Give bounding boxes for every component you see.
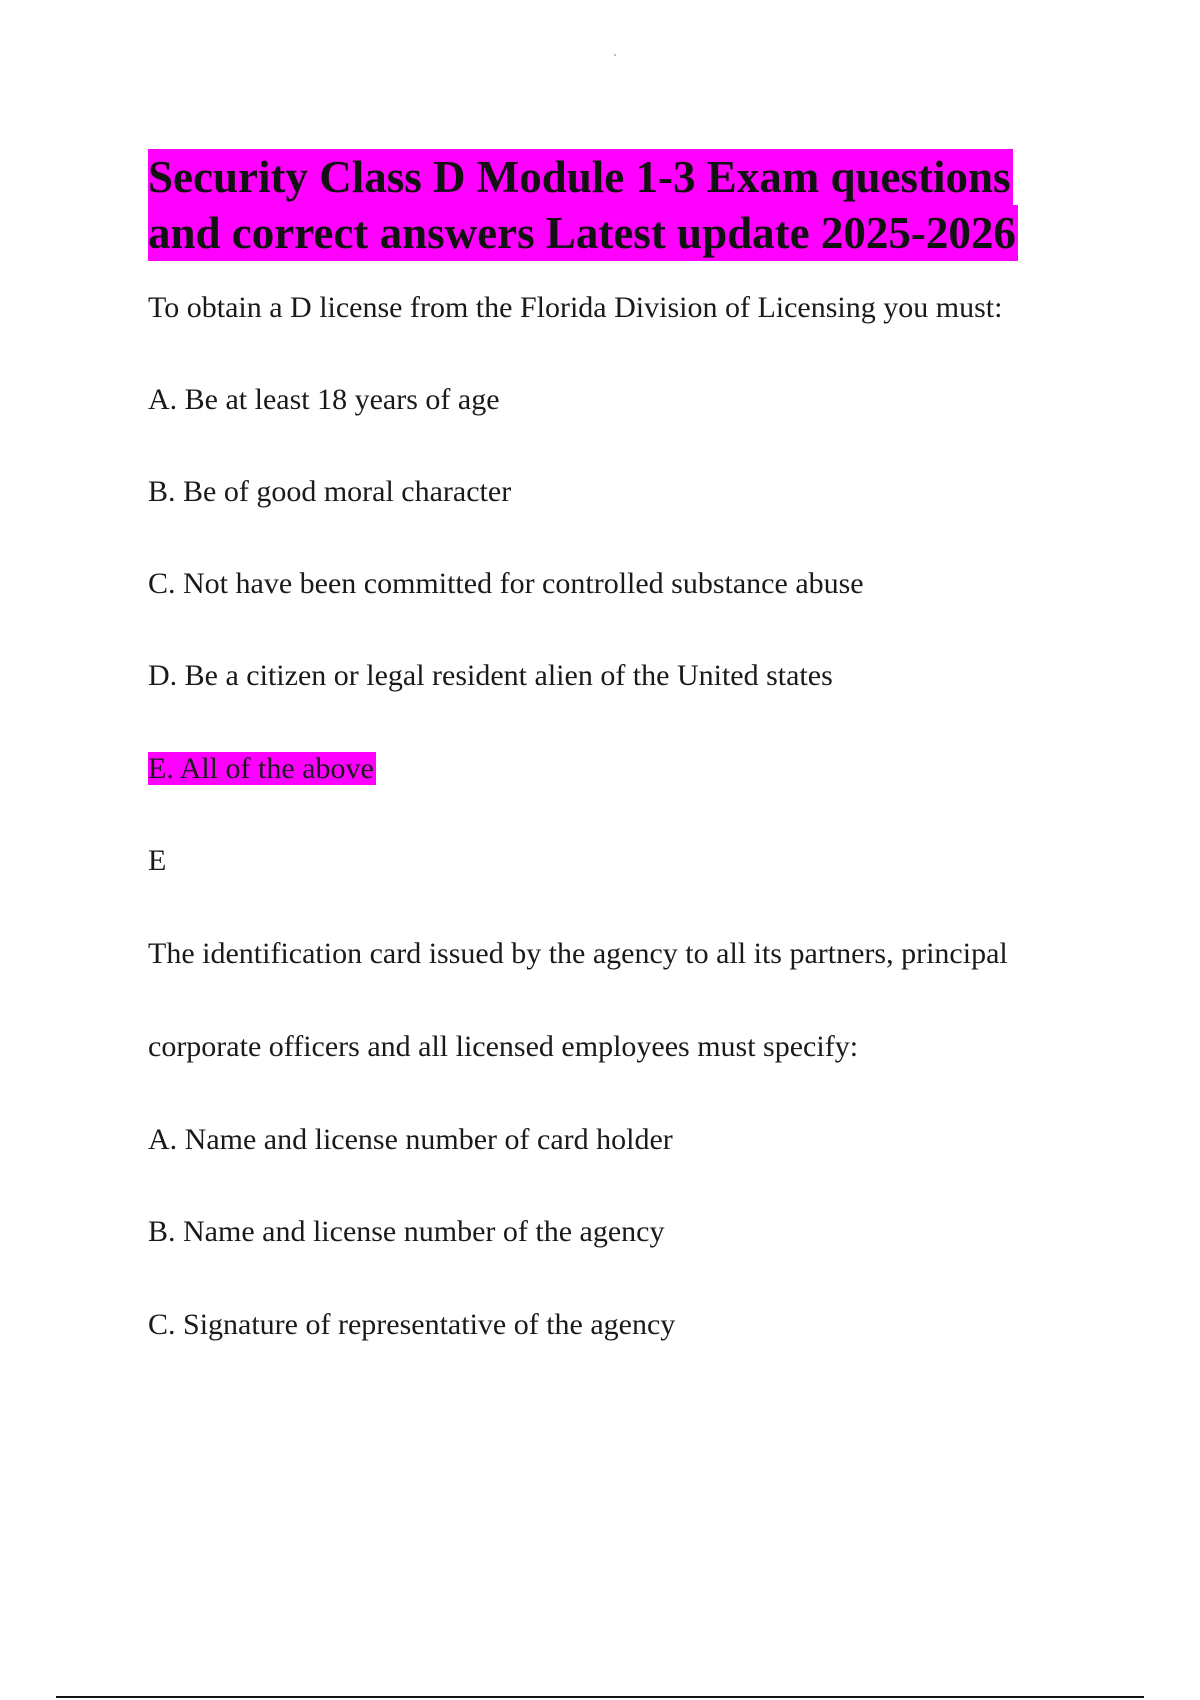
question-1-option-c: C. Not have been committed for controlled substance abuse	[148, 567, 864, 600]
document-title	[148, 149, 1078, 261]
question-1-prompt: To obtain a D license from the Florida Division of Licensing you must:	[148, 291, 1003, 324]
question-2-option-a: A. Name and license number of card holder	[148, 1123, 673, 1156]
question-1-option-b: B. Be of good moral character	[148, 475, 512, 508]
title-line-1: Security Class D Module 1-3 Exam questions	[148, 149, 1013, 205]
highlighted-correct-option: E. All of the above	[148, 752, 374, 785]
question-1-answer: E	[148, 844, 167, 877]
question-2-prompt-line-1: The identification card issued by the agency to all its partners, principal	[148, 937, 1008, 970]
title-line-2: and correct answers Latest update 2025-2026	[148, 205, 1018, 261]
question-2-option-b: B. Name and license number of the agency	[148, 1215, 665, 1248]
page-bottom-rule	[56, 1696, 1144, 1698]
question-1-option-a: A. Be at least 18 years of age	[148, 383, 500, 416]
question-1-option-e	[148, 749, 376, 789]
question-2-prompt-line-2: corporate officers and all licensed employees must specify:	[148, 1030, 859, 1063]
question-1-option-d: D. Be a citizen or legal resident alien of the United states	[148, 659, 833, 692]
question-2-option-c: C. Signature of representative of the agency	[148, 1308, 676, 1341]
scan-speck	[614, 54, 616, 56]
